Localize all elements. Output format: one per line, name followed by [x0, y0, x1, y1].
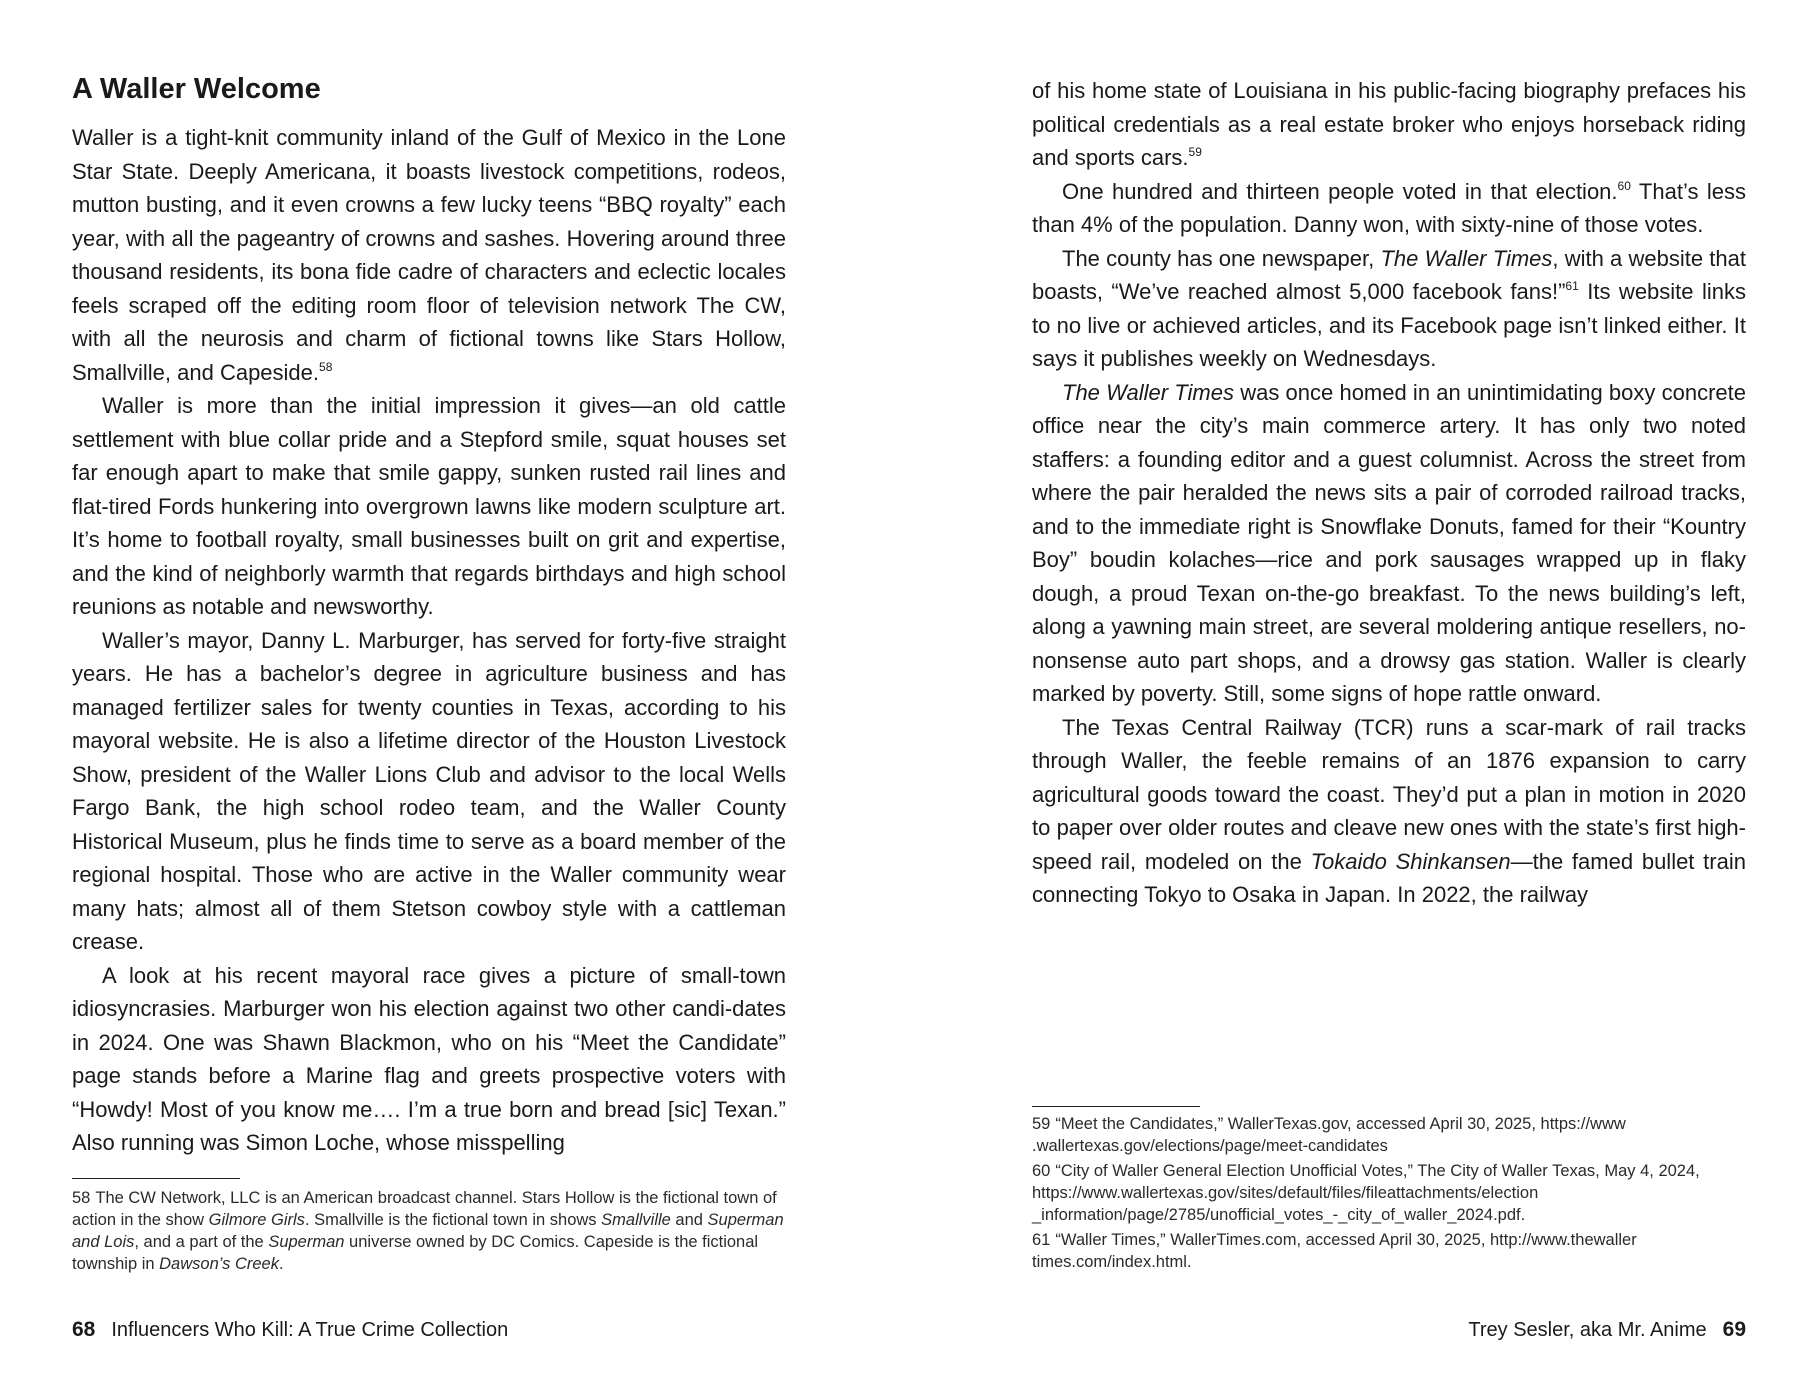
paragraph: A look at his recent mayoral race gives a picture of small-town idiosyncrasies. Marburger won his election against two other candi-dates in 2024. One was Shawn Blackmon, who on his “Meet the Candidate” page stands before a Marine flag and greets prospective voters with “Howdy! Most of you know me…. I’m a true born and bread [sic] Texan.” Also running was Simon Loche, whose misspelling [72, 962, 786, 1155]
left-running-footer [72, 1318, 786, 1342]
newspaper-title: The Waller Times [1380, 245, 1553, 271]
footnote-italic: Superman and Lois [72, 1211, 784, 1251]
right-body-text [1032, 74, 1746, 912]
paragraph-text: —the famed bullet train connecting Tokyo to Osaka in Japan. In 2022, the railway [1032, 848, 1746, 907]
left-page [72, 0, 786, 1396]
paragraph-text: of his home state of Louisiana in his public-facing biography prefaces his political credentials as a real estate broker who enjoys horseback riding and sports cars. [1032, 78, 1746, 170]
footnote-divider [72, 1178, 240, 1179]
footnote-text: . Smallville is the fictional town in shows [304, 1211, 602, 1229]
footnote-text: “City of Waller General Election Unofficial Votes,” The City of Waller Texas, May 4, 2024, https://www.wallertexas.gov/sites/default/files/fileattachments/election _information/page/2785/unofficial_votes_-_city_of_waller_2024.pdf. [1032, 1162, 1700, 1224]
paragraph-text: The county has one newspaper, [1062, 245, 1381, 271]
paragraph-text: One hundred and thirteen people voted in that election. [1062, 178, 1618, 204]
paragraph-text: , with a website that boasts, “We’ve reached almost 5,000 facebook fans!” [1032, 245, 1746, 304]
paragraph [1032, 711, 1746, 912]
paragraph [1032, 175, 1746, 242]
footnote-text: , and a part of the [134, 1233, 269, 1251]
footnote-text: “Waller Times,” WallerTimes.com, accessed April 30, 2025, http://www.thewaller times.com/index.html. [1032, 1231, 1637, 1271]
paragraph [72, 121, 786, 389]
paragraph-text: Its website links to no live or achieved articles, and its Facebook page isn’t linked either. It says it publishes weekly on Wednesdays. [1032, 279, 1746, 371]
footnote-italic: Superman [268, 1233, 345, 1251]
paragraph-text: was once homed in an unintimidating boxy concrete office near the city’s main commerce artery. It has only two noted staffers: a founding editor and a guest columnist. Across the street from where the pair heralded the news sits a pair of corroded railroad tracks, and to the immediate right is Snowflake Donuts, famed for their “Kountry Boy” boudin kolaches—rice and pork sausages wrapped up in flaky dough, a proud Texan on-the-go breakfast. To the news building’s left, along a yawning main street, are several moldering antique resellers, no-nonsense auto part shops, and a drowsy gas station. Waller is clearly marked by poverty. Still, some signs of hope rattle onward. [1032, 379, 1746, 706]
footnote-ref[interactable]: 59 [1188, 145, 1202, 159]
footnote [72, 1187, 786, 1275]
footnote-text: universe owned by DC Comics. Capeside is the fictional township in [72, 1233, 759, 1273]
footnote [1032, 1160, 1746, 1226]
footnote-italic: Dawson’s Creek [159, 1255, 279, 1273]
section-heading: A Waller Welcome [72, 73, 321, 105]
footnote-text: “Meet the Candidates,” WallerTexas.gov, accessed April 30, 2025, https://www .wallertexas.gov/elections/page/meet-candidates [1032, 1115, 1626, 1155]
right-footnotes [1032, 1113, 1746, 1276]
left-body-text [72, 121, 786, 1160]
footnote-ref[interactable]: 58 [319, 359, 333, 374]
running-title: Trey Sesler, aka Mr. Anime [1468, 1319, 1707, 1341]
footnote-divider [1032, 1106, 1200, 1107]
footnote-number: 61 [1032, 1231, 1051, 1249]
page-number: 69 [1722, 1318, 1746, 1341]
right-running-footer [1032, 1318, 1746, 1342]
footnote [1032, 1229, 1746, 1273]
footnote [1032, 1113, 1746, 1157]
newspaper-title: The Waller Times [1062, 379, 1234, 405]
paragraph-text: That’s less than 4% of the population. Danny won, with sixty-nine of those votes. [1032, 178, 1746, 237]
train-name: Tokaido Shinkansen [1310, 848, 1511, 874]
footnote-number: 60 [1032, 1162, 1051, 1180]
footnote-text: . [278, 1255, 284, 1273]
right-page [1032, 0, 1746, 1396]
footnote-text: The CW Network, LLC is an American broadcast channel. Stars Hollow is the fictional town of action in the show [72, 1189, 777, 1229]
footnote-italic: Gilmore Girls [208, 1211, 305, 1229]
paragraph: Waller’s mayor, Danny L. Marburger, has served for forty-five straight years. He has a bachelor’s degree in agriculture business and has managed fertilizer sales for twenty counties in Texas, according to his mayoral website. He is also a lifetime director of the Houston Livestock Show, president of the Waller Lions Club and advisor to the local Wells Fargo Bank, the high school rodeo team, and the Waller County Historical Museum, plus he finds time to serve as a board member of the regional hospital. Those who are active in the Waller community wear many hats; almost all of them Stetson cowboy style with a cattleman crease. [72, 627, 786, 954]
footnote-text: and [670, 1211, 708, 1229]
paragraph-text: The Texas Central Railway (TCR) runs a scar-mark of rail tracks through Waller, the feeble remains of an 1876 expansion to carry agricultural goods toward the coast. They’d put a plan in motion in 2020 to paper over older routes and cleave new ones with the state’s first high-speed rail, modeled on the [1032, 714, 1746, 874]
paragraph [1032, 242, 1746, 376]
paragraph: Waller is more than the initial impression it gives—an old cattle settlement with blue collar pride and a Stepford smile, squat houses set far enough apart to make that smile gappy, sunken rusted rail lines and flat-tired Fords hunkering into overgrown lawns like modern sculpture art. It’s home to football royalty, small businesses built on grit and expertise, and the kind of neighborly warmth that regards birthdays and high school reunions as notable and newsworthy. [72, 393, 786, 619]
footnote-ref[interactable]: 61 [1565, 279, 1579, 293]
paragraph-text: Waller is a tight-knit community inland of the Gulf of Mexico in the Lone Star State. Deeply Americana, it boasts livestock competitions, rodeos, mutton busting, and it even crowns a few lucky teens “BBQ royalty” each year, with all the pageantry of crowns and sashes. Hovering around three thousand residents, its bona fide cadre of characters and eclectic locales feels scraped off the editing room floor of television network The CW, with all the neurosis and charm of fictional towns like Stars Hollow, Smallville, and Capeside. [72, 125, 786, 385]
footnote-ref[interactable]: 60 [1617, 178, 1631, 193]
footnote-italic: Smallville [601, 1211, 671, 1229]
footnote-number: 59 [1032, 1115, 1051, 1133]
running-title: Influencers Who Kill: A True Crime Collection [111, 1319, 509, 1341]
page-number: 68 [72, 1318, 96, 1341]
paragraph [1032, 376, 1746, 711]
footnote-number: 58 [72, 1189, 91, 1207]
paragraph [1032, 74, 1746, 175]
left-footnotes [72, 1187, 786, 1278]
